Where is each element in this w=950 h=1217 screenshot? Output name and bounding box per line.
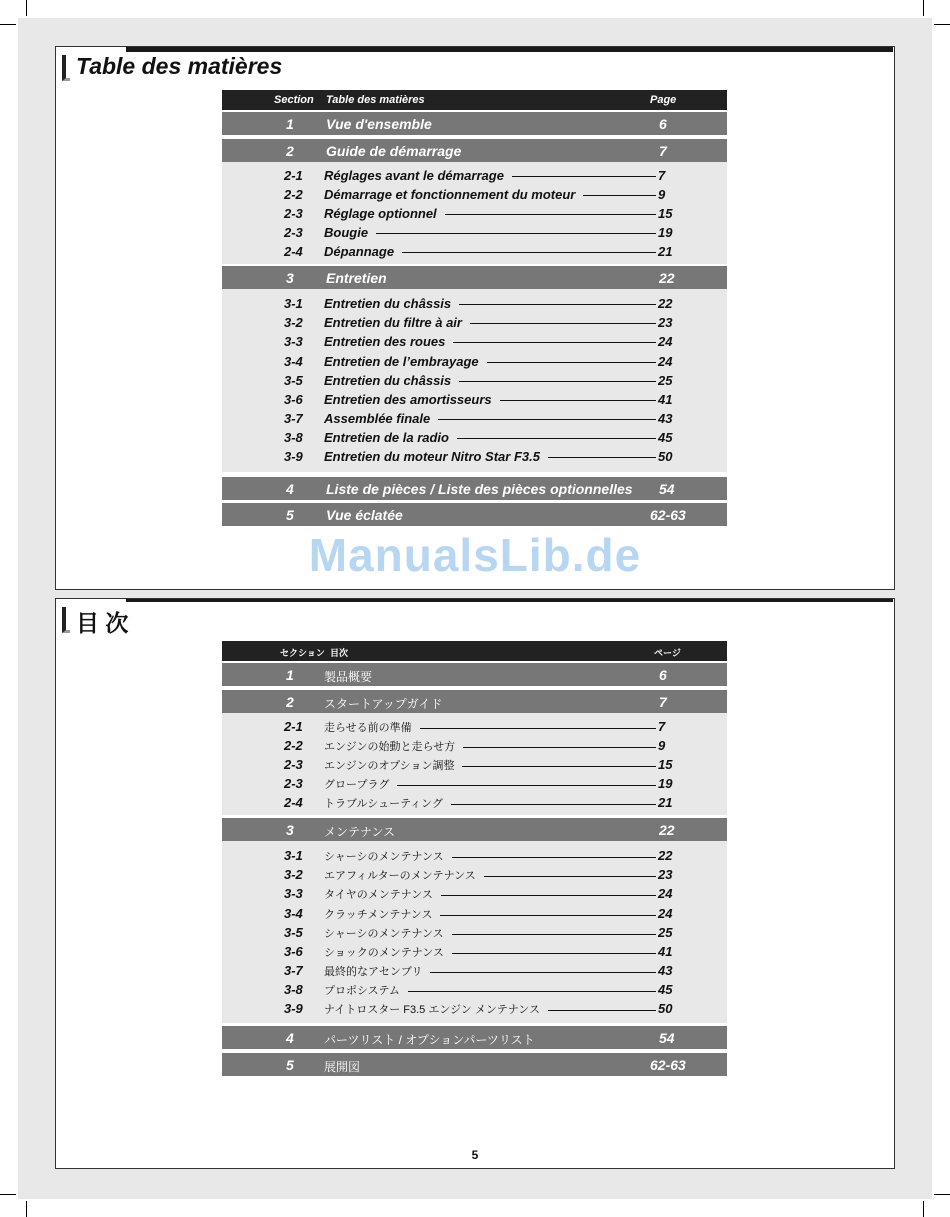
section-number: 3: [286, 822, 294, 838]
item-title: Entretien des amortisseurs: [324, 392, 656, 407]
item-page: 19: [658, 776, 673, 791]
leader-line: [583, 195, 656, 196]
leader-line: [376, 233, 656, 234]
item-title: シャーシのメンテナンス: [324, 925, 656, 941]
item-number: 3-9: [284, 449, 303, 464]
item-number: 3-1: [284, 296, 303, 311]
toc-header: [222, 90, 727, 110]
item-title: Assemblée finale: [324, 411, 656, 426]
leader-line: [548, 1010, 656, 1011]
leader-line: [462, 766, 656, 767]
header-title: 目次: [330, 648, 349, 658]
list-item[interactable]: [222, 774, 727, 793]
section-number: 3: [286, 270, 294, 286]
leader-line: [463, 747, 656, 748]
section-row[interactable]: [222, 477, 727, 500]
item-number: 3-4: [284, 354, 303, 369]
crop-mark: [934, 24, 950, 25]
list-item[interactable]: [222, 923, 727, 942]
section-row[interactable]: [222, 663, 727, 686]
item-number: 2-1: [284, 168, 303, 183]
item-title: シャーシのメンテナンス: [324, 848, 656, 864]
subsection-list: [222, 162, 727, 264]
leader-line: [470, 323, 656, 324]
item-page: 23: [658, 867, 673, 882]
item-number: 3-4: [284, 906, 303, 921]
list-item[interactable]: [222, 371, 727, 390]
item-title: プロポシステム: [324, 982, 656, 998]
list-item[interactable]: [222, 428, 727, 447]
item-number: 3-7: [284, 963, 303, 978]
item-page: 24: [658, 334, 673, 349]
item-page: 50: [658, 1001, 673, 1016]
list-item[interactable]: [222, 409, 727, 428]
list-item[interactable]: [222, 166, 727, 185]
crop-mark: [923, 0, 924, 16]
item-page: 45: [658, 982, 673, 997]
list-item[interactable]: [222, 294, 727, 313]
item-page: 7: [658, 719, 666, 734]
crop-mark: [0, 1194, 16, 1195]
section-title: Liste de pièces / Liste des pièces optionnelles: [326, 481, 633, 497]
header-title: Table des matières: [326, 94, 425, 106]
item-page: 24: [658, 906, 673, 921]
item-title: Réglages avant le démarrage: [324, 168, 656, 183]
leader-line: [445, 214, 656, 215]
section-title: Guide de démarrage: [326, 143, 462, 159]
list-item[interactable]: [222, 755, 727, 774]
list-item[interactable]: [222, 999, 727, 1018]
leader-line: [457, 438, 656, 439]
section-row[interactable]: [222, 266, 727, 289]
item-title: Bougie: [324, 225, 656, 240]
header-rule: [126, 599, 893, 602]
page-title: Table des matières: [76, 53, 283, 79]
crop-mark: [923, 1201, 924, 1217]
item-number: 3-8: [284, 982, 303, 997]
item-number: 3-1: [284, 848, 303, 863]
section-number: 4: [286, 1030, 294, 1046]
item-page: 41: [658, 392, 673, 407]
section-page: 7: [659, 143, 667, 159]
item-number: 3-2: [284, 315, 303, 330]
leader-line: [430, 972, 656, 973]
section-number: 2: [286, 143, 294, 159]
leader-line: [438, 419, 656, 420]
section-number: 4: [286, 481, 294, 497]
item-page: 9: [658, 738, 666, 753]
section-title: パーツリスト / オプションパーツリスト: [324, 1033, 535, 1047]
item-number: 3-3: [284, 334, 303, 349]
section-row[interactable]: [222, 112, 727, 135]
item-page: 22: [658, 848, 673, 863]
section-title: スタートアップガイド: [324, 697, 443, 711]
item-number: 2-2: [284, 187, 303, 202]
item-number: 2-2: [284, 738, 303, 753]
item-title: Entretien du moteur Nitro Star F3.5: [324, 449, 656, 464]
leader-line: [441, 895, 656, 896]
crop-mark: [26, 1201, 27, 1217]
list-item[interactable]: [222, 961, 727, 980]
list-item[interactable]: [222, 390, 727, 409]
section-title: メンテナンス: [324, 825, 396, 839]
list-item[interactable]: [222, 793, 727, 812]
item-number: 2-3: [284, 206, 303, 221]
list-item[interactable]: [222, 904, 727, 923]
item-page: 23: [658, 315, 673, 330]
item-number: 3-5: [284, 373, 303, 388]
leader-line: [487, 362, 656, 363]
section-page: 54: [659, 481, 675, 497]
list-item[interactable]: [222, 185, 727, 204]
section-number: 1: [286, 667, 294, 683]
page-title: 目 次: [76, 610, 129, 636]
item-page: 25: [658, 925, 673, 940]
item-page: 7: [658, 168, 666, 183]
list-item[interactable]: [222, 204, 727, 223]
item-page: 24: [658, 886, 673, 901]
item-page: 50: [658, 449, 673, 464]
item-page: 15: [658, 206, 673, 221]
item-number: 2-3: [284, 776, 303, 791]
section-page: 62-63: [650, 507, 686, 523]
item-number: 3-7: [284, 411, 303, 426]
leader-line: [459, 381, 656, 382]
leader-line: [459, 304, 656, 305]
section-title: Entretien: [326, 270, 387, 286]
leader-line: [451, 804, 656, 805]
leader-line: [500, 400, 656, 401]
leader-line: [548, 457, 656, 458]
list-item[interactable]: [222, 223, 727, 242]
crop-mark: [26, 0, 27, 16]
subsection-list: [222, 713, 727, 815]
section-page: 62-63: [650, 1057, 686, 1073]
item-number: 3-8: [284, 430, 303, 445]
item-number: 2-3: [284, 757, 303, 772]
header-page: Page: [650, 94, 677, 106]
item-page: 21: [658, 795, 673, 810]
section-number: 2: [286, 694, 294, 710]
item-page: 21: [658, 244, 673, 259]
leader-line: [452, 934, 656, 935]
list-item[interactable]: [222, 865, 727, 884]
section-row[interactable]: [222, 139, 727, 162]
list-item[interactable]: [222, 242, 727, 261]
item-page: 41: [658, 944, 673, 959]
item-number: 2-4: [284, 244, 303, 259]
item-title: エアフィルターのメンテナンス: [324, 867, 656, 883]
item-number: 2-3: [284, 225, 303, 240]
leader-line: [397, 785, 656, 786]
section-number: 1: [286, 116, 294, 132]
item-number: 3-9: [284, 1001, 303, 1016]
item-title: Entretien du filtre à air: [324, 315, 656, 330]
item-title: グロープラグ: [324, 776, 656, 792]
item-page: 9: [658, 187, 666, 202]
leader-line: [484, 876, 656, 877]
item-page: 19: [658, 225, 673, 240]
item-page: 24: [658, 354, 673, 369]
leader-line: [402, 252, 656, 253]
item-page: 15: [658, 757, 673, 772]
section-title: Vue d'ensemble: [326, 116, 432, 132]
watermark: ManualsLib.de: [308, 529, 642, 581]
section-page: 6: [659, 667, 667, 683]
section-page: 6: [659, 116, 667, 132]
leader-line: [453, 342, 656, 343]
item-page: 22: [658, 296, 673, 311]
crop-mark: [0, 24, 16, 25]
item-page: 25: [658, 373, 673, 388]
section-number: 5: [286, 507, 294, 523]
section-row[interactable]: [222, 818, 727, 841]
list-item[interactable]: [222, 884, 727, 903]
item-number: 3-5: [284, 925, 303, 940]
crop-mark: [934, 1194, 950, 1195]
item-title: 最終的なアセンブリ: [324, 963, 656, 979]
item-title: トラブルシューティング: [324, 795, 656, 811]
section-title: Vue éclatée: [326, 507, 403, 523]
list-item[interactable]: [222, 313, 727, 332]
item-title: Entretien du châssis: [324, 296, 656, 311]
item-title: ショックのメンテナンス: [324, 944, 656, 960]
item-title: 走らせる前の準備: [324, 719, 656, 735]
item-number: 2-1: [284, 719, 303, 734]
section-page: 54: [659, 1030, 675, 1046]
page-number: 5: [471, 1148, 479, 1162]
list-item[interactable]: [222, 846, 727, 865]
leader-line: [408, 991, 656, 992]
leader-line: [452, 953, 656, 954]
section-row[interactable]: [222, 503, 727, 526]
list-item[interactable]: [222, 736, 727, 755]
section-page: 22: [659, 822, 675, 838]
item-title: ナイトロスター F3.5 エンジン メンテナンス: [324, 1001, 656, 1017]
item-title: クラッチメンテナンス: [324, 906, 656, 922]
list-item[interactable]: [222, 447, 727, 466]
section-number: 5: [286, 1057, 294, 1073]
header-rule: [126, 47, 893, 52]
section-title: 展開図: [324, 1060, 361, 1074]
item-title: エンジンの始動と走らせ方: [324, 738, 656, 754]
item-number: 3-6: [284, 944, 303, 959]
item-title: Dépannage: [324, 244, 656, 259]
item-page: 43: [658, 411, 673, 426]
item-page: 43: [658, 963, 673, 978]
item-number: 2-4: [284, 795, 303, 810]
item-title: Entretien de la radio: [324, 430, 656, 445]
item-title: Réglage optionnel: [324, 206, 656, 221]
list-item[interactable]: [222, 942, 727, 961]
item-title: エンジンのオプション調整: [324, 757, 656, 773]
toc-header: [222, 641, 727, 661]
leader-line: [440, 915, 656, 916]
item-title: Démarrage et fonctionnement du moteur: [324, 187, 656, 202]
list-item[interactable]: [222, 717, 727, 736]
list-item[interactable]: [222, 352, 727, 371]
section-page: 7: [659, 694, 667, 710]
leader-line: [420, 728, 656, 729]
header-section: セクション: [280, 648, 325, 658]
subsection-list: [222, 289, 727, 472]
heading-bracket-icon: [62, 607, 70, 633]
list-item[interactable]: [222, 332, 727, 351]
section-title: 製品概要: [324, 670, 373, 684]
item-title: Entretien de l’embrayage: [324, 354, 656, 369]
section-row[interactable]: [222, 1053, 727, 1076]
heading-bracket-icon: [62, 55, 70, 81]
item-page: 45: [658, 430, 673, 445]
header-section: Section: [274, 94, 314, 106]
leader-line: [452, 857, 656, 858]
item-title: Entretien du châssis: [324, 373, 656, 388]
section-page: 22: [659, 270, 675, 286]
section-row[interactable]: [222, 1026, 727, 1049]
list-item[interactable]: [222, 980, 727, 999]
leader-line: [512, 176, 656, 177]
item-number: 3-6: [284, 392, 303, 407]
item-number: 3-3: [284, 886, 303, 901]
subsection-list: [222, 841, 727, 1023]
header-page: ページ: [654, 648, 681, 658]
section-row[interactable]: [222, 690, 727, 713]
item-title: Entretien des roues: [324, 334, 656, 349]
item-number: 3-2: [284, 867, 303, 882]
item-title: タイヤのメンテナンス: [324, 886, 656, 902]
